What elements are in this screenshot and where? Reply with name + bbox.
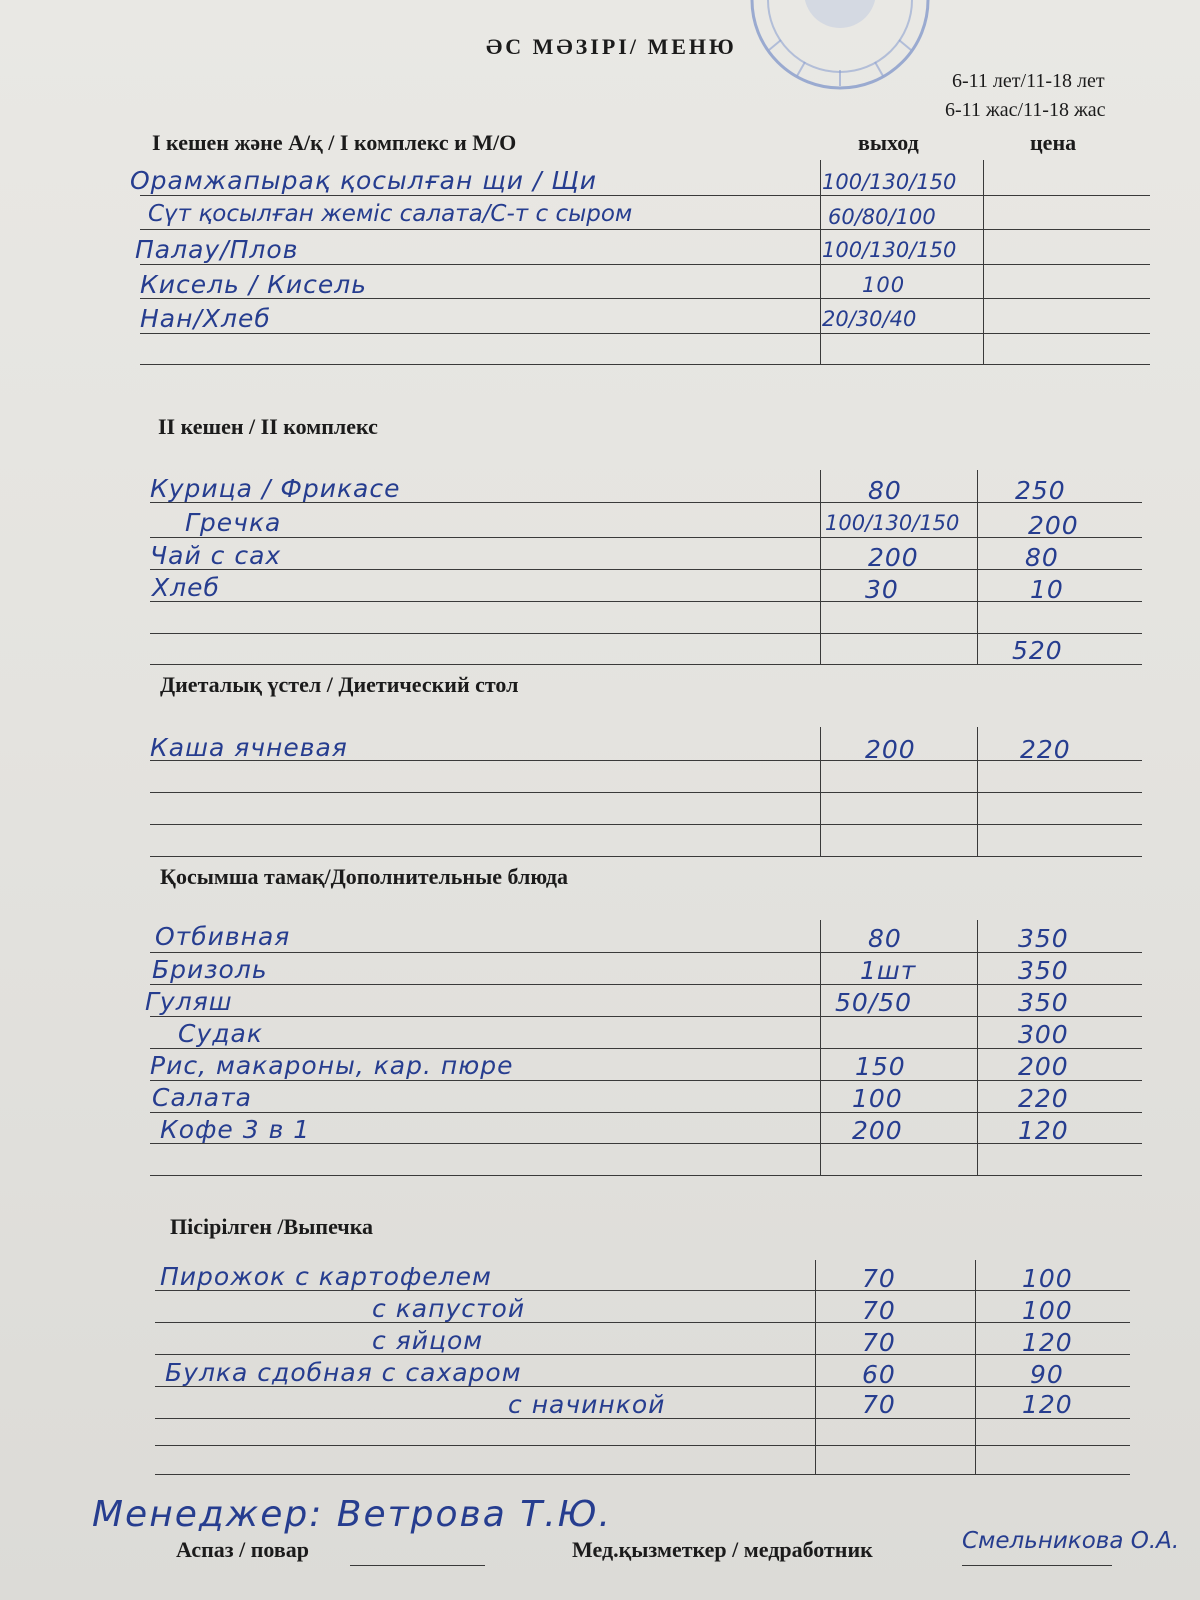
dish-price: 220 (1020, 735, 1071, 764)
dish-name: Нан/Хлеб (140, 304, 271, 333)
dish-name: Палау/Плов (135, 235, 299, 264)
dish-price: 350 (1018, 956, 1069, 985)
dish-price: 300 (1018, 1020, 1069, 1049)
dish-output: 60/80/100 (828, 205, 936, 229)
section-title-diet: Диеталық үстел / Диетический стол (160, 672, 519, 697)
dish-output: 100/130/150 (822, 170, 957, 194)
dish-price: 350 (1018, 924, 1069, 953)
dish-name: с начинкой (508, 1390, 666, 1419)
dish-output: 200 (868, 543, 919, 572)
dish-output: 100/130/150 (822, 238, 957, 262)
dish-output: 50/50 (835, 988, 913, 1017)
section-title-extra-dishes: Қосымша тамақ/Дополнительные блюда (160, 864, 569, 889)
dish-name: Каша ячневая (150, 733, 348, 762)
menu-title: ӘС МӘЗІРІ/ МЕНЮ (486, 34, 737, 59)
dish-price: 10 (1030, 575, 1064, 604)
cook-signature-line (350, 1565, 485, 1566)
dish-price: 120 (1022, 1328, 1073, 1357)
dish-price: 90 (1030, 1360, 1064, 1389)
dish-price: 120 (1018, 1116, 1069, 1145)
dish-output: 30 (865, 575, 899, 604)
dish-name: Кисель / Кисель (140, 270, 367, 299)
dish-name: Орамжапырақ қосылған щи / Щи (130, 166, 597, 195)
dish-name: Чай с сах (150, 541, 282, 570)
dish-name: Курица / Фрикасе (150, 474, 401, 503)
dish-name: Отбивная (155, 922, 291, 951)
dish-output: 100 (862, 273, 906, 297)
dish-price: 200 (1018, 1052, 1069, 1081)
complex-2-total: 520 (1012, 636, 1063, 665)
dish-name: Сүт қосылған жеміс салата/С-т с сыром (148, 201, 633, 227)
dish-name: Салата (152, 1083, 252, 1112)
dish-output: 80 (868, 476, 902, 505)
age-groups-ru: 6-11 лет/11-18 лет (952, 70, 1105, 92)
medic-signature-line (962, 1565, 1112, 1566)
dish-output: 70 (862, 1328, 896, 1357)
manager-signature: Менеджер: Ветрова Т.Ю. (92, 1494, 612, 1535)
section-title-complex-1: І кешен және А/қ / І комплекс и М/О (152, 130, 517, 155)
dish-output: 200 (852, 1116, 903, 1145)
dish-price: 220 (1018, 1084, 1069, 1113)
dish-name: с капустой (372, 1294, 526, 1323)
age-groups-kz: 6-11 жас/11-18 жас (945, 99, 1106, 121)
dish-price: 100 (1022, 1296, 1073, 1325)
section-title-bakery: Пісірілген /Выпечка (170, 1214, 374, 1239)
dish-output: 100/130/150 (825, 511, 960, 535)
dish-output: 70 (862, 1264, 896, 1293)
column-header-price: цена (1030, 130, 1077, 155)
dish-name: Кофе 3 в 1 (160, 1115, 311, 1144)
medic-label: Мед.қызметкер / медработник (572, 1537, 873, 1562)
cook-label: Аспаз / повар (176, 1537, 309, 1562)
official-stamp (745, 0, 935, 120)
dish-output: 20/30/40 (822, 307, 917, 331)
dish-name: Гуляш (145, 987, 233, 1016)
dish-output: 1шт (860, 956, 917, 985)
dish-name: Пирожок с картофелем (160, 1262, 492, 1291)
dish-output: 70 (862, 1296, 896, 1325)
dish-price: 200 (1028, 511, 1079, 540)
dish-name: Хлеб (152, 573, 220, 602)
dish-name: Бризоль (152, 955, 268, 984)
dish-price: 120 (1022, 1390, 1073, 1419)
medic-signature: Смельникова О.А. (962, 1528, 1180, 1554)
dish-name: Гречка (185, 508, 282, 537)
dish-output: 70 (862, 1390, 896, 1419)
dish-output: 150 (855, 1052, 906, 1081)
dish-name: с яйцом (372, 1326, 484, 1355)
column-header-output: выход (858, 130, 919, 155)
dish-name: Рис, макароны, кар. пюре (150, 1051, 514, 1080)
dish-price: 100 (1022, 1264, 1073, 1293)
dish-output: 80 (868, 924, 902, 953)
dish-name: Булка сдобная с сахаром (165, 1358, 522, 1387)
dish-output: 200 (865, 735, 916, 764)
dish-name: Судак (178, 1019, 263, 1048)
dish-price: 250 (1015, 476, 1066, 505)
dish-price: 80 (1025, 543, 1059, 572)
dish-output: 100 (852, 1084, 903, 1113)
dish-output: 60 (862, 1360, 896, 1389)
section-title-complex-2: ІІ кешен / ІІ комплекс (158, 414, 378, 439)
dish-price: 350 (1018, 988, 1069, 1017)
